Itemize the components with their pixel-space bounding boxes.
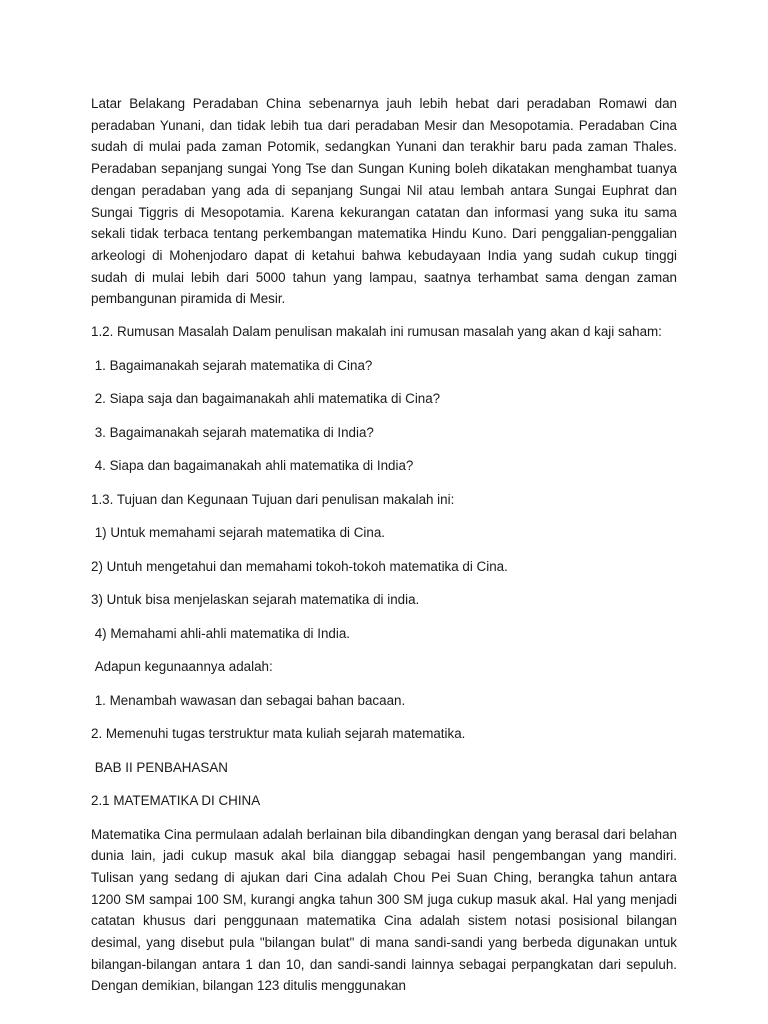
tujuan-item: 4) Memahami ahli-ahli matematika di India.: [91, 625, 351, 641]
rumusan-item: 1. Bagaimanakah sejarah matematika di Cina?: [91, 357, 373, 373]
kegunaan-item: 1. Menambah wawasan dan sebagai bahan bacaan.: [91, 692, 406, 708]
intro-paragraph: Latar Belakang Peradaban China sebenarnya jauh lebih hebat dari peradaban Romawi dan peradaban Yunani, dan tidak lebih tua dari peradaban Mesir dan Mesopotamia. Peradaban Cina sudah di mulai pada zaman Potomik, sedangkan Yunani dan terakhir baru pada zaman Thales. Peradaban sepanjang sungai Yong Tse dan Sungan Kuning boleh dikatakan menghambat tuanya dengan peradaban yang ada di sepanjang Sungai Nil atau lembah antara Sungai Euphrat dan Sungai Tiggris di Mesopotamia. Karena kekurangan catatan dan informasi yang suka itu sama sekali tidak terbaca tentang perkembangan matematika Hindu Kuno. Dari penggalian-penggalian arkeologi di Mohenjodaro dapat di ketahui bahwa kebudayaan India yang sudah cukup tinggi sudah di mulai lebih dari 5000 tahun yang lampau, saatnya terhambat sama dengan zaman pembangunan piramida di Mesir.: [91, 96, 681, 307]
rumusan-item: 3. Bagaimanakah sejarah matematika di India?: [91, 424, 374, 440]
tujuan-item: 1) Untuk memahami sejarah matematika di Cina.: [91, 525, 385, 541]
document-content: [91, 93, 681, 997]
rumusan-heading: 1.2. Rumusan Masalah Dalam penulisan makalah ini rumusan masalah yang akan d kaji saham:: [91, 324, 662, 340]
rumusan-item: 2. Siapa saja dan bagaimanakah ahli matematika di Cina?: [91, 391, 441, 407]
kegunaan-item: 2. Memenuhi tugas terstruktur mata kuliah sejarah matematika.: [91, 726, 466, 742]
tujuan-heading: 1.3. Tujuan dan Kegunaan Tujuan dari penulisan makalah ini:: [91, 491, 455, 507]
kegunaan-heading: Adapun kegunaannya adalah:: [91, 659, 273, 675]
tujuan-item: 3) Untuk bisa menjelaskan sejarah matematika di india.: [91, 592, 420, 608]
body-paragraph: Matematika Cina permulaan adalah berlainan bila dibandingkan dengan yang berasal dari belahan dunia lain, jadi cukup masuk akal bila dianggap sebagai hasil pengembangan yang mandiri. Tulisan yang sedang di ajukan dari Cina adalah Chou Pei Suan Ching, berangka tahun antara 1200 SM sampai 100 SM, kurangi angka tahun 300 SM juga cukup masuk akal. Hal yang menjadi catatan khusus dari penggunaan matematika Cina adalah sistem notasi posisional bilangan desimal, yang disebut pula "bilangan bulat" di mana sandi-sandi yang berbeda digunakan untuk bilangan-bilangan antara 1 dan 10, dan sandi-sandi lainnya sebagai perpangkatan dari sepuluh. Dengan demikian, bilangan 123 ditulis menggunakan: [91, 826, 681, 994]
tujuan-item: 2) Untuh mengetahui dan memahami tokoh-tokoh matematika di Cina.: [91, 558, 508, 574]
rumusan-item: 4. Siapa dan bagaimanakah ahli matematika di India?: [91, 458, 414, 474]
chapter-heading: BAB II PENBAHASAN: [91, 759, 228, 775]
section-heading: 2.1 MATEMATIKA DI CHINA: [91, 793, 261, 809]
